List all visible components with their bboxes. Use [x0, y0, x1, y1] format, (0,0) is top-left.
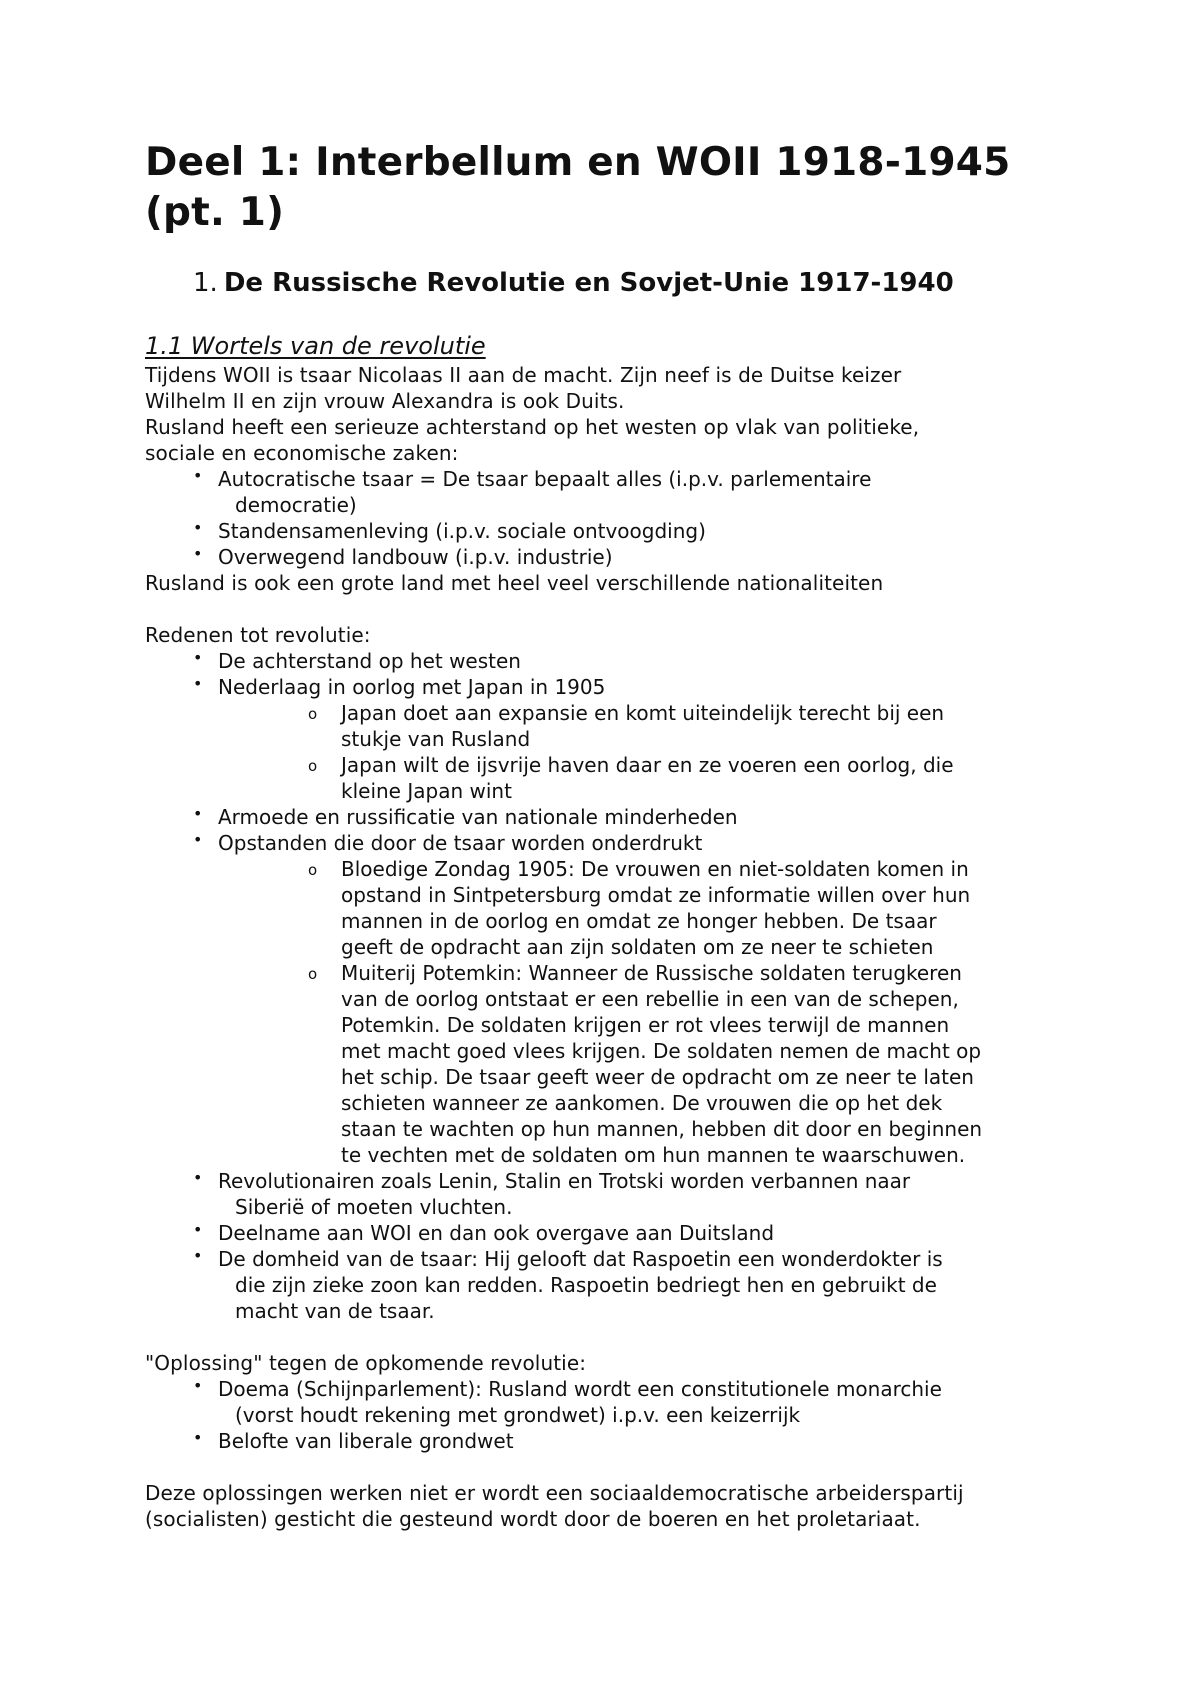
list-item	[145, 544, 1075, 570]
list-item-text: De achterstand op het westen	[218, 649, 521, 673]
list-item	[145, 1428, 1075, 1454]
list-item	[145, 1376, 1075, 1428]
sublist-line: van de oorlog ontstaat er een rebellie in een van de schepen,	[341, 987, 959, 1011]
bullet-icon: •	[193, 674, 203, 693]
bullet-icon: •	[193, 1428, 203, 1447]
circle-bullet-icon: o	[308, 757, 318, 775]
sublist-line: Potemkin. De soldaten krijgen er rot vlees terwijl de mannen	[341, 1013, 950, 1037]
solutions-list	[145, 1376, 1075, 1454]
list-item	[145, 518, 1075, 544]
sublist-item	[145, 960, 1075, 1168]
sublist-line: Muiterij Potemkin: Wanneer de Russische soldaten terugkeren	[341, 961, 962, 985]
intro-line: sociale en economische zaken:	[145, 441, 459, 465]
circle-bullet-icon: o	[308, 705, 318, 723]
list-item	[145, 1168, 1075, 1220]
sublist-line: Japan doet aan expansie en komt uiteindelijk terecht bij een	[341, 701, 945, 725]
list-item-text: Nederlaag in oorlog met Japan in 1905	[218, 675, 606, 699]
list-item-text	[218, 1246, 1075, 1324]
blank-line	[145, 596, 1075, 622]
list-item-line: die zijn zieke zoon kan redden. Raspoetin bedriegt hen en gebruikt de	[235, 1273, 937, 1297]
list-item	[145, 804, 1075, 830]
bullet-icon: •	[193, 1376, 203, 1395]
sublist-line: geeft de opdracht aan zijn soldaten om ze neer te schieten	[341, 935, 934, 959]
sublist-line: te vechten met de soldaten om hun mannen te waarschuwen.	[341, 1143, 966, 1167]
chapter-title: De Russische Revolutie en Sovjet-Unie 1917-1940	[223, 268, 954, 298]
list-item-line: (vorst houdt rekening met grondwet) i.p.v. een keizerrijk	[235, 1403, 801, 1427]
chapter-number: 1.	[193, 268, 218, 298]
list-item-line: Autocratische tsaar = De tsaar bepaalt alles (i.p.v. parlementaire	[218, 467, 872, 491]
document-title: Deel 1: Interbellum en WOII 1918-1945 (pt. 1)	[145, 140, 1011, 235]
blank-line	[145, 1324, 1075, 1350]
bullet-icon: •	[193, 648, 203, 667]
list-item-text: Deelname aan WOI en dan ook overgave aan Duitsland	[218, 1221, 775, 1245]
document-page	[145, 138, 1075, 1532]
sublist-line: schieten wanneer ze aankomen. De vrouwen die op het dek	[341, 1091, 943, 1115]
sublist-line: Bloedige Zondag 1905: De vrouwen en niet-soldaten komen in	[341, 857, 969, 881]
list-item-text: Standensamenleving (i.p.v. sociale ontvoogding)	[218, 519, 706, 543]
list-item	[145, 1220, 1075, 1246]
list-item-text: Belofte van liberale grondwet	[218, 1429, 514, 1453]
list-item	[145, 466, 1075, 518]
list-item-line: macht van de tsaar.	[235, 1299, 435, 1323]
paragraph: Rusland is ook een grote land met heel veel verschillende nationaliteiten	[145, 571, 884, 595]
chapter-heading	[145, 266, 1075, 300]
reasons-list-continued	[145, 804, 1075, 856]
japan-sublist	[145, 700, 1075, 804]
sublist-item	[145, 700, 1075, 752]
blank-line	[145, 1454, 1075, 1480]
list-item-line: Siberië of moeten vluchten.	[235, 1195, 513, 1219]
list-item-line: democratie)	[235, 493, 357, 517]
bullet-icon: •	[193, 466, 203, 485]
bullet-icon: •	[193, 544, 203, 563]
list-item-line: Doema (Schijnparlement): Rusland wordt een constitutionele monarchie	[218, 1377, 942, 1401]
bullet-icon: •	[193, 804, 203, 823]
sublist-line: met macht goed vlees krijgen. De soldaten nemen de macht op	[341, 1039, 982, 1063]
list-item	[145, 674, 1075, 700]
sublist-line: kleine Japan wint	[341, 779, 512, 803]
sublist-line: opstand in Sintpetersburg omdat ze informatie willen over hun	[341, 883, 971, 907]
section-heading: 1.1 Wortels van de revolutie	[145, 332, 486, 360]
conclusion-line: Deze oplossingen werken niet er wordt een sociaaldemocratische arbeiderspartij	[145, 1481, 964, 1505]
sublist-item	[145, 752, 1075, 804]
intro-line: Wilhelm II en zijn vrouw Alexandra is ook Duits.	[145, 389, 625, 413]
sublist-line: staan te wachten op hun mannen, hebben dit door en beginnen	[341, 1117, 983, 1141]
bullet-icon: •	[193, 518, 203, 537]
bullet-icon: •	[193, 830, 203, 849]
reasons-list	[145, 648, 1075, 700]
sublist-item	[145, 856, 1075, 960]
list-item-text: Opstanden die door de tsaar worden onderdrukt	[218, 831, 703, 855]
list-item-text	[218, 1376, 1075, 1428]
sublist-line: Japan wilt de ijsvrije haven daar en ze voeren een oorlog, die	[341, 753, 954, 777]
intro-line: Tijdens WOII is tsaar Nicolaas II aan de macht. Zijn neef is de Duitse keizer	[145, 363, 902, 387]
reasons-list-final	[145, 1168, 1075, 1324]
circle-bullet-icon: o	[308, 861, 318, 879]
conclusion-line: (socialisten) gesticht die gesteund wordt door de boeren en het proletariaat.	[145, 1507, 921, 1531]
circle-bullet-icon: o	[308, 965, 318, 983]
sublist-line: het schip. De tsaar geeft weer de opdracht om ze neer te laten	[341, 1065, 974, 1089]
bullet-icon: •	[193, 1220, 203, 1239]
bullet-icon: •	[193, 1168, 203, 1187]
list-item	[145, 648, 1075, 674]
sublist-line: stukje van Rusland	[341, 727, 531, 751]
list-item	[145, 830, 1075, 856]
solution-heading: "Oplossing" tegen de opkomende revolutie:	[145, 1351, 587, 1375]
bullet-icon: •	[193, 1246, 203, 1265]
list-item-text	[218, 466, 1075, 518]
sublist-line: mannen in de oorlog en omdat ze honger hebben. De tsaar	[341, 909, 937, 933]
backwardness-list	[145, 466, 1075, 570]
reasons-heading: Redenen tot revolutie:	[145, 623, 371, 647]
list-item-line: De domheid van de tsaar: Hij gelooft dat Raspoetin een wonderdokter is	[218, 1247, 943, 1271]
intro-line: Rusland heeft een serieuze achterstand op het westen op vlak van politieke,	[145, 415, 920, 439]
list-item-text: Overwegend landbouw (i.p.v. industrie)	[218, 545, 613, 569]
uprisings-sublist	[145, 856, 1075, 1168]
list-item-text	[218, 1168, 1075, 1220]
list-item	[145, 1246, 1075, 1324]
list-item-text: Armoede en russificatie van nationale minderheden	[218, 805, 738, 829]
list-item-line: Revolutionairen zoals Lenin, Stalin en Trotski worden verbannen naar	[218, 1169, 911, 1193]
